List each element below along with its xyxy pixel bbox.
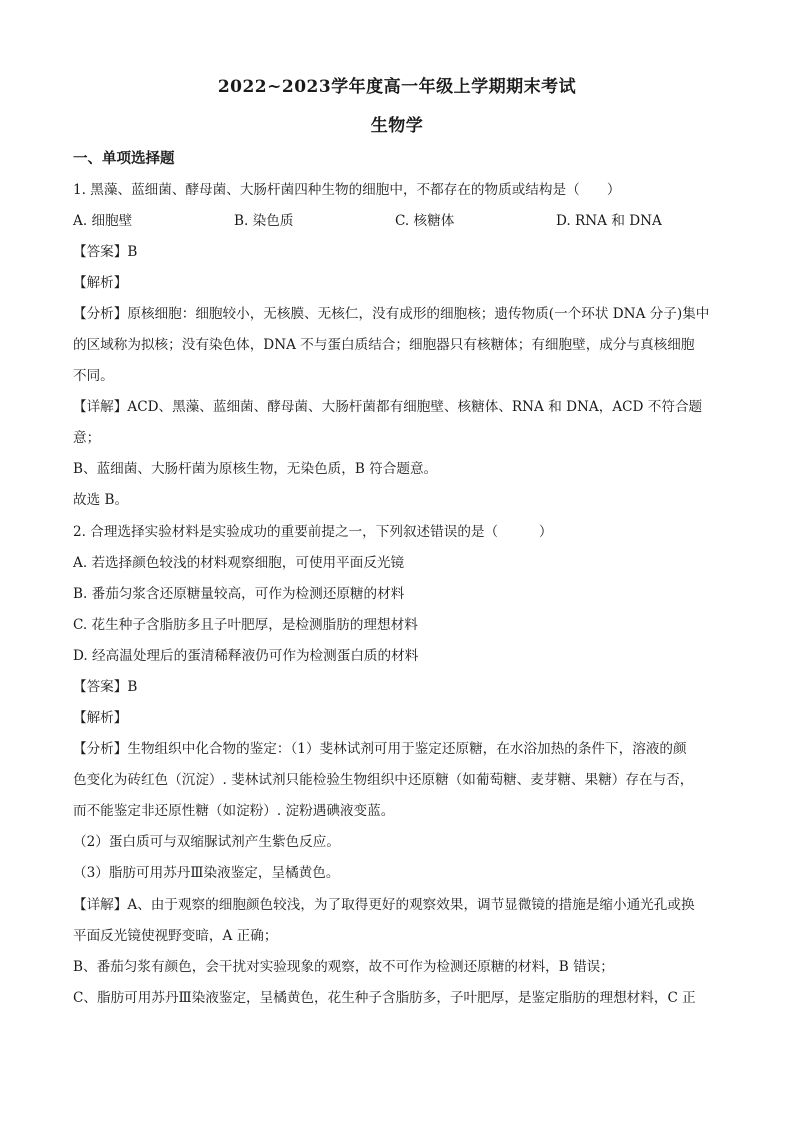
question-2-analysis-line: （2）蛋白质可与双缩脲试剂产生紫色反应。 — [73, 834, 340, 850]
question-2-analysis-line: （3）脂肪可用苏丹Ⅲ染液鉴定，呈橘黄色。 — [73, 865, 340, 881]
question-1-analysis-line: 不同。 — [73, 368, 114, 384]
question-1-option-c: C. 核糖体 — [395, 213, 455, 229]
question-2-stem: 2. 合理选择实验材料是实验成功的重要前提之一，下列叙述错误的是（ ） — [73, 524, 553, 540]
question-1-analysis-line: 的区域称为拟核；没有染色体，DNA 不与蛋白质结合；细胞器只有核糖体；有细胞壁，成分与真核细胞 — [73, 337, 695, 353]
question-2-option-b: B. 番茄匀浆含还原糖量较高，可作为检测还原糖的材料 — [73, 586, 405, 602]
question-2-option-d: D. 经高温处理后的蛋清稀释液仍可作为检测蛋白质的材料 — [73, 648, 419, 664]
section-heading: 一、单项选择题 — [73, 150, 175, 167]
subject-title: 生物学 — [370, 116, 424, 136]
question-2-analysis-line: 【分析】生物组织中化合物的鉴定：（1）斐林试剂可用于鉴定还原糖，在水浴加热的条件下，溶液的颜 — [73, 741, 687, 757]
question-1-detail-line: B、蓝细菌、大肠杆菌为原核生物，无染色质，B 符合题意。 — [73, 461, 438, 477]
question-2-detail-line: 【详解】A、由于观察的细胞颜色较浅，为了取得更好的观察效果，调节显微镜的措施是缩小通光孔或换 — [73, 897, 695, 913]
question-1-detail-line: 意； — [73, 430, 101, 446]
question-2-analysis-line: 色变化为砖红色（沉淀）. 斐林试剂只能检验生物组织中还原糖（如葡萄糖、麦芽糖、果糖）存在与否， — [73, 772, 694, 788]
question-1-jiexi: 【解析】 — [73, 275, 128, 291]
question-2-detail-line: 平面反光镜使视野变暗，A 正确； — [73, 928, 278, 944]
question-2-detail-line: C、脂肪可用苏丹Ⅲ染液鉴定，呈橘黄色，花生种子含脂肪多，子叶肥厚，是鉴定脂肪的理想材料，C 正 — [73, 990, 696, 1006]
question-1-option-b: B. 染色质 — [234, 213, 294, 229]
exam-title: 2022~2023学年度高一年级上学期期末考试 — [217, 77, 577, 97]
question-1-stem: 1. 黑藻、蓝细菌、酵母菌、大肠杆菌四种生物的细胞中，不都存在的物质或结构是（ ） — [73, 182, 621, 198]
question-2-answer: 【答案】B — [73, 679, 138, 695]
question-1-detail-line: 故选 B。 — [73, 492, 129, 508]
question-1-analysis-line: 【分析】原核细胞：细胞较小，无核膜、无核仁，没有成形的细胞核；遗传物质(一个环状 DNA 分子)集中 — [73, 306, 710, 322]
question-1-option-a: A. 细胞壁 — [73, 213, 133, 229]
question-1-option-d: D. RNA 和 DNA — [556, 213, 662, 229]
question-1-detail-line: 【详解】ACD、黑藻、蓝细菌、酵母菌、大肠杆菌都有细胞壁、核糖体、RNA 和 DNA，ACD 不符合题 — [73, 399, 703, 415]
question-2-analysis-line: 而不能鉴定非还原性糖（如淀粉）. 淀粉遇碘液变蓝。 — [73, 803, 395, 819]
question-2-detail-line: B、番茄匀浆有颜色，会干扰对实验现象的观察，故不可作为检测还原糖的材料，B 错误； — [73, 959, 614, 975]
question-2-option-c: C. 花生种子含脂肪多且子叶肥厚，是检测脂肪的理想材料 — [73, 617, 418, 633]
question-2-jiexi: 【解析】 — [73, 710, 128, 726]
question-2-option-a: A. 若选择颜色较浅的材料观察细胞，可使用平面反光镜 — [73, 555, 405, 571]
question-1-answer: 【答案】B — [73, 244, 138, 260]
